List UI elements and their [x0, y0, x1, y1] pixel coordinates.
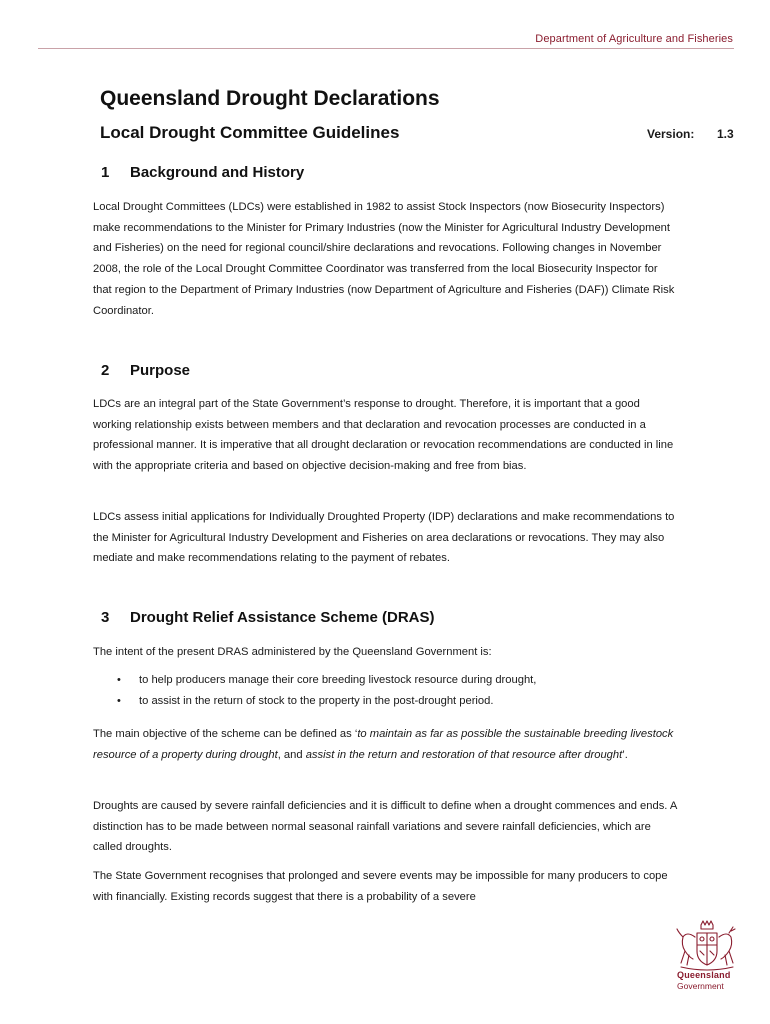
section-number: 3: [101, 609, 110, 626]
body-paragraph: Local Drought Committees (LDCs) were established in 1982 to assist Stock Inspectors (now Biosecurity Inspectors) make recommendations to the Minister for Primary Industries (now the Minister for Agricultural Industry Development and Fisheries) on the need for regional council/shire declarations and revocations. Following changes in November 2008, the role of the Local Drought Committee Coordinator was transferred from the local Biosecurity Inspector for that region to the Department of Primary Industries (now Department of Agriculture and Fisheries (DAF)) Climate Risk Coordinator.: [93, 201, 675, 317]
header-divider: [38, 48, 734, 49]
version-label: Version:: [647, 127, 695, 141]
body-paragraph: LDCs are an integral part of the State Government’s response to drought. Therefore, it is important that a good working relationship exists between members and that declaration and revocation processes are conducted in a professional manner. It is imperative that all drought declaration or revocation recommendations are conducted in line with the appropriate criteria and based on objective decision-making and free from bias.: [93, 398, 674, 473]
objective-paragraph: The main objective of the scheme can be defined as ‘to maintain as far as possible the sustainable breeding livestock resource of a property during drought, and assist in the return and restoration of that resource after drought’.: [93, 728, 674, 761]
body-paragraph: The intent of the present DRAS administered by the Queensland Government is:: [93, 646, 492, 658]
section-heading: [101, 362, 190, 379]
bullet-list: [93, 670, 693, 712]
section-heading: [101, 609, 435, 626]
document-title: Queensland Drought Declarations: [100, 87, 440, 110]
body-paragraph: Droughts are caused by severe rainfall deficiencies and it is difficult to define when a drought commences and ends. A distinction has to be made between normal seasonal rainfall variations and severe rainfall deficiencies, which are called droughts.: [93, 800, 677, 854]
list-item: • to help producers manage their core breeding livestock resource during drought,: [93, 670, 693, 691]
body-paragraph: The State Government recognises that prolonged and severe events may be impossible for many producers to cope with financially. Existing records suggest that there is a probability of a severe: [93, 870, 668, 903]
bullet-icon: •: [117, 674, 121, 686]
department-name: Department of Agriculture and Fisheries: [535, 33, 733, 45]
section-number: 1: [101, 164, 110, 181]
section-title: Drought Relief Assistance Scheme (DRAS): [130, 609, 435, 626]
body-paragraph: LDCs assess initial applications for Individually Droughted Property (IDP) declarations and make recommendations to the Minister for Agricultural Industry Development and Fisheries on area declarations or revocations. They may also mediate and make recommendations relating to the payment of rebates.: [93, 511, 675, 565]
logo-text: Queensland: [677, 970, 731, 980]
list-item: • to assist in the return of stock to the property in the post-drought period.: [93, 691, 693, 712]
logo-text: Government: [677, 981, 724, 991]
document-subtitle: Local Drought Committee Guidelines: [100, 123, 400, 142]
section-number: 2: [101, 362, 110, 379]
section-title: Purpose: [130, 362, 191, 379]
bullet-icon: •: [117, 695, 121, 707]
section-heading: [101, 164, 304, 181]
section-title: Background and History: [130, 164, 305, 181]
version-value: 1.3: [717, 127, 734, 141]
